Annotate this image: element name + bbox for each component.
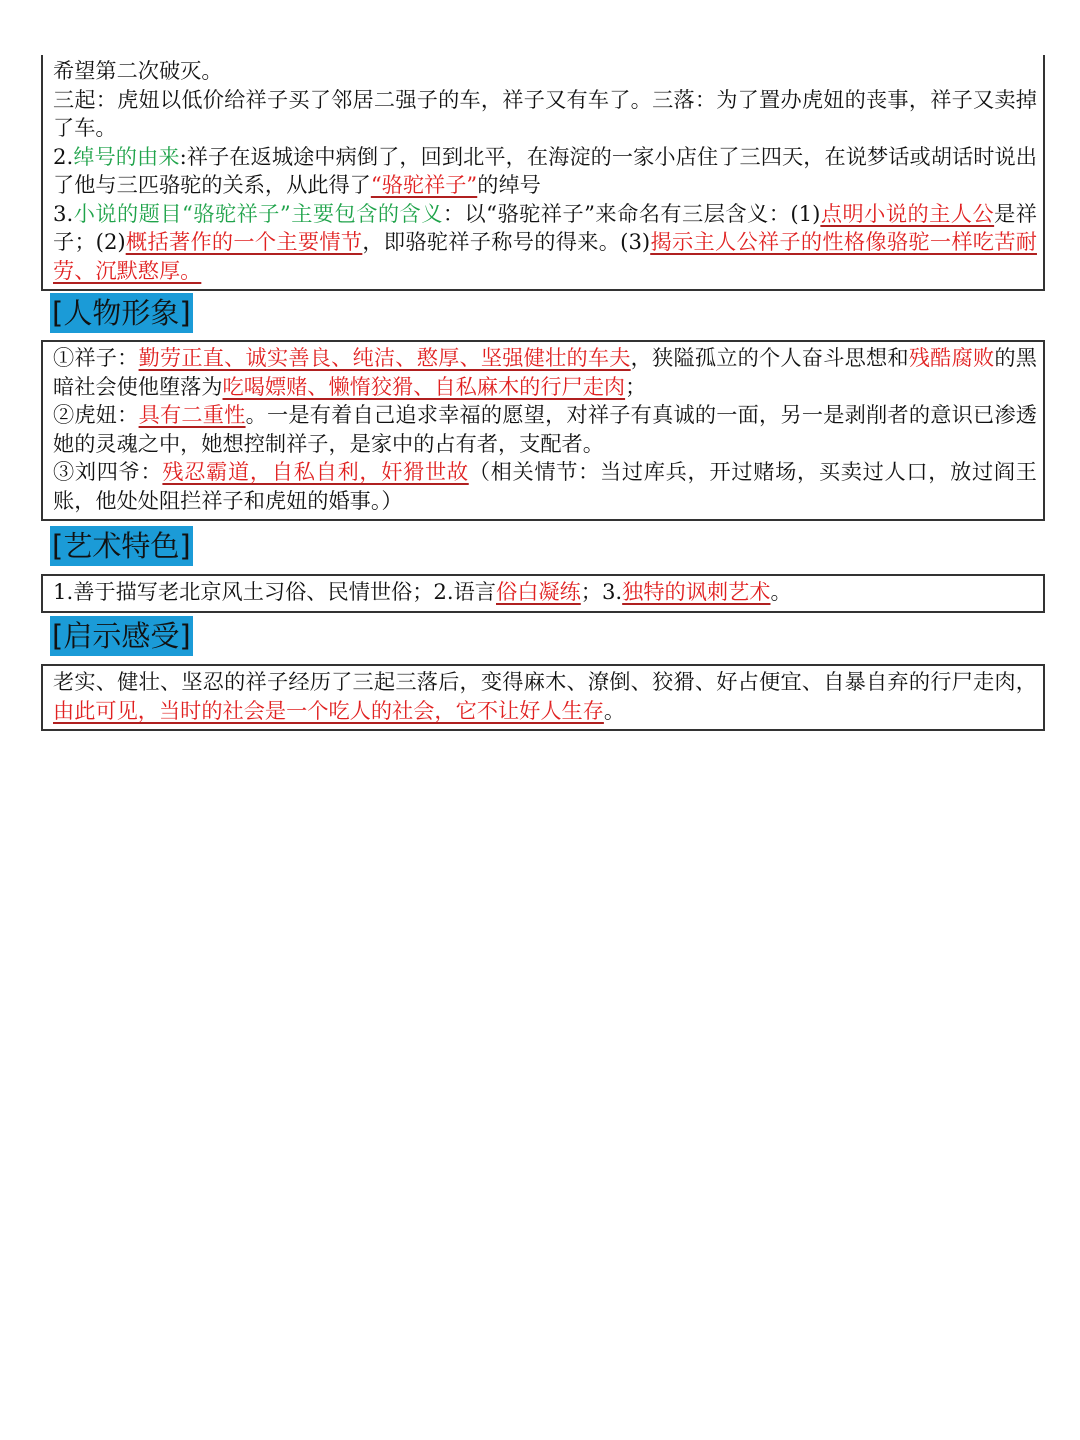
text-segment: 希望第二次破灭。 <box>53 58 223 83</box>
text-segment: 的绰号 <box>477 172 541 197</box>
text-segment: 老实、健壮、坚忍的祥子经历了三起三落后，变得麻木、潦倒、狡猾、好占便宜、自暴自弃的行尸走肉， <box>53 669 1037 694</box>
paragraph <box>53 200 1037 286</box>
text-segment: 。一是有着自己追求幸福的愿望，对祥子有真诚的一面，另一是剥削者的意识已渗透她的灵魂之中，她想控制祥子，是家中的占有者，支配者。 <box>53 402 1037 456</box>
text-segment: ，即骆驼祥子称号的得来。(3) <box>362 229 651 254</box>
text-segment: ②虎妞： <box>53 402 139 427</box>
text-segment: ； <box>625 373 647 399</box>
text-segment: 。 <box>770 579 792 604</box>
text-segment: ；3. <box>580 579 623 604</box>
paragraph <box>53 143 1037 200</box>
paragraph <box>53 578 1037 607</box>
red-key-point: 独特的讽刺艺术 <box>622 579 771 604</box>
characters-section-box <box>41 340 1045 521</box>
heading-art: [艺术特色] <box>50 526 193 566</box>
heading-characters: [人物形象] <box>50 293 193 333</box>
text-segment: ，狭隘孤立的个人奋斗思想和 <box>630 345 909 370</box>
red-key-point: 由此可见，当时的社会是一个吃人的社会，它不让好人生存 <box>53 697 604 723</box>
text-segment: ①祥子： <box>53 345 139 370</box>
red-key-point: 俗白凝练 <box>496 579 581 604</box>
text-segment: 1.善于描写老北京风土习俗、民情世俗；2.语言 <box>53 579 496 604</box>
text-segment: 三起：虎妞以低价给祥子买了邻居二强子的车，祥子又有车了。三落：为了置办虎妞的丧事，祥子又卖掉了车。 <box>53 86 1037 140</box>
paragraph <box>53 344 1037 401</box>
paragraph <box>53 458 1037 515</box>
text-segment: 。 <box>603 697 626 723</box>
green-subheading: 绰号的由来 <box>73 143 180 169</box>
paragraph <box>53 86 1037 143</box>
paragraph <box>53 668 1037 725</box>
text-segment: ③刘四爷： <box>53 459 163 484</box>
text-segment: 2. <box>53 143 74 169</box>
red-key-point: 具有二重性 <box>138 402 246 427</box>
red-key-point: 吃喝嫖赌、懒惰狡猾、自私麻木的行尸走肉 <box>222 373 626 399</box>
red-key-point: 勤劳正直、诚实善良、纯洁、憨厚、坚强健壮的车夫 <box>138 345 631 370</box>
red-key-point: 概括著作的一个主要情节 <box>125 229 363 254</box>
red-key-point: 残酷腐败 <box>908 345 995 370</box>
text-segment: 3. <box>53 200 74 226</box>
text-segment: 是祥子；(2) <box>53 200 1037 254</box>
paragraph <box>53 401 1037 458</box>
red-key-point: 揭示主人公祥子的性格像骆驼一样吃苦耐劳、沉默憨厚。 <box>53 229 1037 283</box>
text-segment: ：以“骆驼祥子”来命名有三层含义：(1) <box>442 200 821 226</box>
red-key-point: 点明小说的主人公 <box>820 200 995 226</box>
red-key-point: 残忍霸道，自私自利，奸猾世故 <box>162 459 469 484</box>
art-section-box <box>41 574 1045 613</box>
red-key-point: “骆驼祥子” <box>370 172 478 197</box>
plot-section-box <box>41 55 1045 291</box>
text-segment: :祥子在返城途中病倒了，回到北平，在海淀的一家小店住了三四天，在说梦话或胡话时说出了他与三匹骆驼的关系，从此得了 <box>53 143 1037 197</box>
text-segment: 的黑暗社会使他堕落为 <box>53 345 1037 399</box>
green-subheading: 小说的题目“骆驼祥子”主要包含的含义 <box>73 200 443 226</box>
insight-section-box <box>41 664 1045 731</box>
paragraph <box>53 57 1037 86</box>
heading-insight: [启示感受] <box>50 616 193 656</box>
text-segment: （相关情节：当过库兵，开过赌场，买卖过人口，放过阎王账，他处处阻拦祥子和虎妞的婚事。） <box>53 459 1037 513</box>
